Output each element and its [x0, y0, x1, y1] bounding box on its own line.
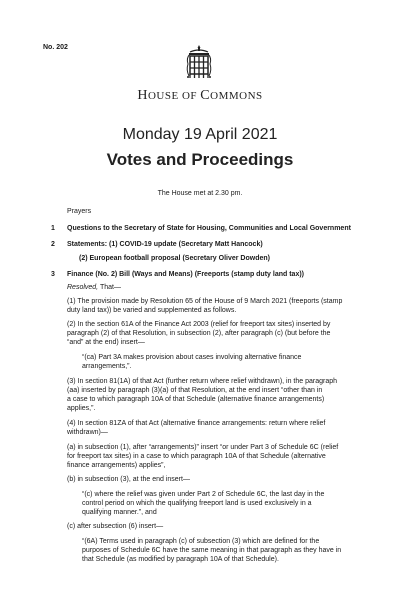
paragraph-2-line: (2) In the section 61A of the Finance Act 2003 (relief for freeport tax sites) inserted by — [67, 321, 331, 328]
item-number: 1 — [51, 225, 55, 232]
house-of-commons-name: HOUSE OF COMMONS — [137, 88, 263, 103]
paragraph-2-line: paragraph (2) of that Resolution, in subsection (2), after paragraph (c) (but before the — [67, 330, 331, 337]
subparagraph-c-line: (c) after subsection (6) insert— — [67, 523, 164, 530]
quote-3-line: “(6A) Terms used in paragraph (c) of subsection (3) which are defined for the — [82, 538, 320, 545]
prayers-label: Prayers — [67, 208, 92, 215]
paragraph-1-line: (1) The provision made by Resolution 65 of the House of 9 March 2021 (freeports (stamp — [67, 298, 343, 305]
subparagraph-a-line: for freeport tax sites) in a case to which paragraph 10A of that Schedule (alternative — [67, 453, 326, 460]
quote-1-line: arrangements,”. — [82, 363, 132, 370]
subparagraph-a-line: (a) in subsection (1), after “arrangements)” insert “or under Part 3 of Schedule 6C (relief — [67, 444, 339, 451]
house-met-time: The House met at 2.30 pm. — [157, 190, 243, 197]
document-title: Votes and Proceedings — [106, 150, 294, 169]
paragraph-3-line: applies,”. — [67, 405, 96, 412]
item-number: 2 — [51, 241, 55, 248]
paragraph-4-line: (4) In section 81ZA of that Act (alternative finance arrangements: return where relief — [67, 420, 326, 427]
paragraph-3-line: (aa) inserted by paragraph (3)(a) of that Resolution, at the end insert “other than in — [67, 387, 323, 394]
quote-3-line: purposes of Schedule 6C have the same meaning in that paragraph as they have in — [82, 547, 342, 554]
quote-2-line: “(c) where the relief was given under Part 2 of Schedule 6C, the last day in the — [82, 491, 325, 498]
resolved-line: Resolved, That— — [67, 284, 121, 291]
quote-2-line: qualifying manner.”, and — [82, 509, 157, 516]
item-text: Questions to the Secretary of State for Housing, Communities and Local Government — [67, 225, 351, 232]
quote-1-line: “(ca) Part 3A makes provision about cases involving alternative finance — [82, 354, 302, 361]
paragraph-3-line: a case to which paragraph 10A of that Schedule (alternative finance arrangements) — [67, 396, 325, 403]
quote-2-line: control period on which the qualifying freeport land is used exclusively in a — [82, 500, 312, 507]
quote-3-line: that Schedule (as modified by paragraph 10A of that Schedule). — [82, 556, 279, 563]
item-number: 3 — [51, 271, 55, 278]
issue-number: No. 202 — [43, 44, 68, 51]
item-subtext: (2) European football proposal (Secretary Oliver Dowden) — [79, 255, 270, 262]
paragraph-4-line: withdrawn)— — [67, 429, 108, 436]
subparagraph-a-line: finance arrangements) applies”, — [67, 462, 166, 469]
item-text: Statements: (1) COVID-19 update (Secretary Matt Hancock) — [67, 241, 263, 248]
sitting-date: Monday 19 April 2021 — [122, 126, 278, 143]
paragraph-1-line: duty land tax)) be varied and supplemented as follows. — [67, 307, 237, 314]
subparagraph-b-line: (b) in subsection (3), at the end insert— — [67, 476, 190, 483]
paragraph-2-line: “and” at the end) insert— — [67, 339, 145, 346]
paragraph-3-line: (3) In section 81(1A) of that Act (further return where relief withdrawn), in the paragraph — [67, 378, 338, 385]
portcullis-crest-icon — [184, 44, 214, 82]
item-text: Finance (No. 2) Bill (Ways and Means) (Freeports (stamp duty land tax)) — [67, 271, 304, 278]
